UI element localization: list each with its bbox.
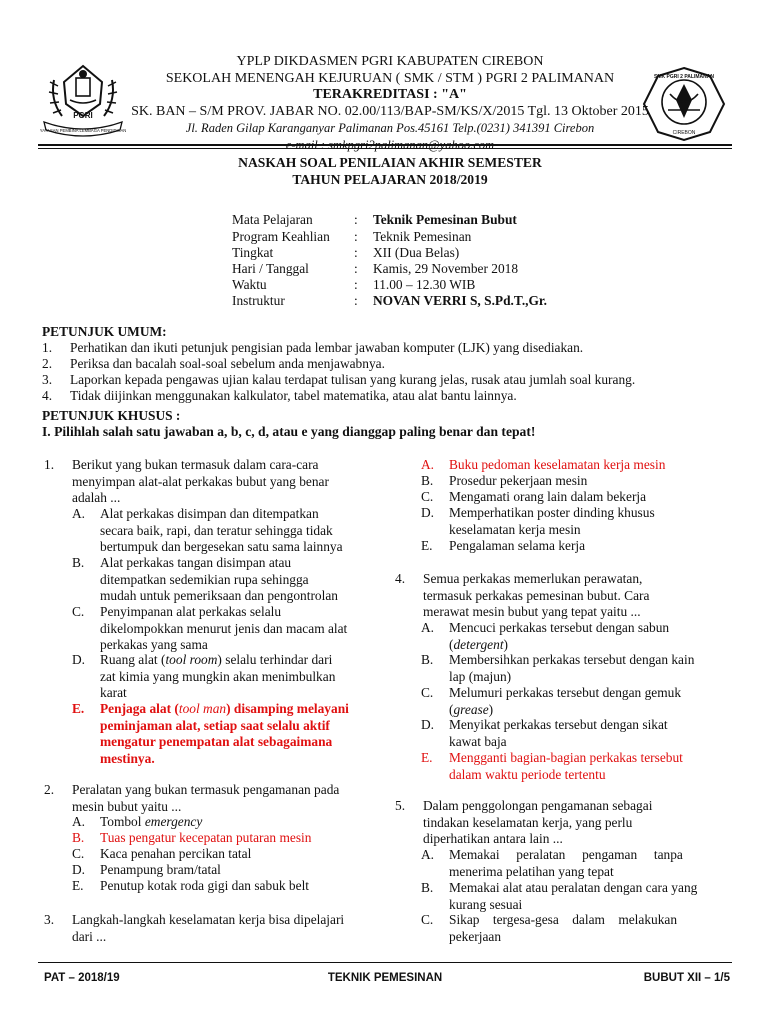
- question-text: Peralatan yang bukan termasuk pengamanan pada: [72, 782, 340, 797]
- option-text: mudah untuk pemeriksaan dan pengontrolan: [100, 588, 338, 603]
- option-text: lap (majun): [449, 668, 512, 684]
- info-colon: :: [354, 212, 358, 227]
- option-text: mengatur penempatan alat sebagaimana: [100, 734, 333, 749]
- pgri-logo: [40, 60, 126, 140]
- option-text: ditempatkan sedemikian rupa sehingga: [100, 571, 309, 587]
- info-value: Kamis, 29 November 2018: [373, 261, 519, 276]
- option-text: menerima pelatihan yang tepat: [449, 863, 614, 879]
- info-value: Teknik Pemesinan: [373, 229, 472, 244]
- option-letter: D.: [72, 652, 86, 667]
- school-logo-subtext: CIREBON: [672, 130, 696, 136]
- option-text: Memakai peralatan pengaman tanpa: [449, 847, 683, 862]
- question-text: merawat mesin bubut yang tepat yaitu ...: [423, 604, 641, 619]
- option-text: dikelompokkan menurut jenis dan macam alat: [100, 620, 348, 636]
- question-text: dari ...: [72, 928, 107, 944]
- question-text: adalah ...: [72, 490, 121, 505]
- title-line-1: NASKAH SOAL PENILAIAN AKHIR SEMESTER: [238, 155, 542, 170]
- question-text: termasuk perkakas pemesinan bubut. Cara: [423, 587, 650, 603]
- option-text: pekerjaan: [449, 928, 502, 944]
- question-text: Dalam penggolongan pengamanan sebagai: [423, 798, 653, 813]
- option-letter: C.: [421, 685, 434, 700]
- option-text: Memperhatikan poster dinding khusus: [449, 505, 655, 520]
- option-text: Penjaga alat (: [100, 701, 179, 716]
- info-label: Mata Pelajaran: [232, 212, 313, 227]
- question-text: Langkah-langkah keselamatan kerja bisa dipelajari: [72, 912, 345, 927]
- option-letter: C.: [72, 846, 85, 861]
- option-text: Penyimpanan alat perkakas selalu: [100, 604, 282, 619]
- item-text: Tidak diijinkan menggunakan kalkulator, tabel matematika, atau alat bantu lainnya.: [70, 388, 517, 403]
- option-letter: A.: [72, 506, 86, 521]
- option-text: karat: [100, 685, 127, 700]
- option-letter: C.: [421, 489, 434, 504]
- info-label: Tingkat: [232, 245, 274, 260]
- footer-exam-code: PAT – 2018/19: [44, 972, 120, 984]
- option-text: ): [488, 701, 494, 717]
- option-text: perkakas yang sama: [100, 637, 208, 652]
- option-text-italic: grease: [453, 701, 489, 717]
- item-text: Periksa dan bacalah soal-soal sebelum anda menjawabnya.: [70, 356, 385, 371]
- option-text: keselamatan kerja mesin: [449, 521, 581, 537]
- info-label: Instruktur: [232, 293, 285, 308]
- letterhead-address: Jl. Raden Gilap Karanganyar Palimanan Pos.45161 Telp.(0231) 341391 Cirebon: [185, 121, 595, 136]
- info-colon: :: [354, 261, 358, 276]
- info-colon: :: [354, 293, 358, 308]
- info-value: Teknik Pemesinan Bubut: [373, 212, 517, 227]
- option-text: Menyikat perkakas tersebut dengan sikat: [449, 717, 668, 732]
- header-rule-thick: [38, 144, 732, 146]
- option-letter: D.: [421, 717, 435, 732]
- option-text: Alat perkakas disimpan dan ditempatkan: [100, 506, 319, 521]
- option-text: ) disamping melayani: [226, 701, 349, 716]
- option-text: Ruang alat (: [100, 652, 166, 667]
- letterhead-email: e-mail : smkpgri2palimanan@yahoo.com: [285, 137, 495, 152]
- option-text: bertumpuk dan bergesekan satu sama lainnya: [100, 539, 343, 554]
- option-text: (: [449, 636, 454, 652]
- option-letter: A.: [72, 814, 86, 829]
- letterhead: [130, 54, 650, 154]
- option-letter: E.: [421, 538, 433, 553]
- option-letter: E.: [72, 878, 84, 893]
- option-text: Kaca penahan percikan tatal: [100, 846, 252, 861]
- option-text: Membersihkan perkakas tersebut dengan kain: [449, 652, 695, 667]
- option-letter: B.: [421, 473, 434, 488]
- footer-page-number: BUBUT XII – 1/5: [643, 972, 730, 984]
- info-colon: :: [354, 245, 358, 260]
- option-letter: C.: [421, 912, 434, 927]
- option-text: Pengalaman selama kerja: [449, 538, 586, 553]
- letterhead-decree: SK. BAN – S/M PROV. JABAR NO. 02.00/113/BAP-SM/KS/X/2015 Tgl. 13 Oktober 2015: [131, 103, 649, 119]
- option-text: zat kimia yang mungkin akan menimbulkan: [100, 668, 336, 684]
- option-text: Mengganti bagian-bagian perkakas tersebut: [449, 750, 683, 765]
- option-letter: B.: [72, 555, 85, 570]
- info-value: NOVAN VERRI S, S.Pd.T.,Gr.: [373, 293, 547, 308]
- info-value: 11.00 – 12.30 WIB: [373, 277, 476, 292]
- general-instructions-heading: PETUNJUK UMUM:: [42, 324, 167, 339]
- letterhead-accreditation: TERAKREDITASI : "A": [313, 87, 467, 103]
- item-number: 3.: [42, 372, 53, 387]
- question-text: Semua perkakas memerlukan perawatan,: [423, 571, 643, 586]
- option-text: kurang sesuai: [449, 896, 523, 912]
- option-text: Sikap tergesa-gesa dalam melakukan: [449, 912, 678, 927]
- option-text: Alat perkakas tangan disimpan atau: [100, 555, 292, 570]
- option-letter: E.: [72, 701, 85, 716]
- footer-rule: [38, 962, 732, 963]
- option-text: Mengamati orang lain dalam bekerja: [449, 489, 647, 504]
- question-number: 3.: [44, 912, 55, 927]
- item-number: 4.: [42, 388, 53, 403]
- option-text-italic: emergency: [144, 814, 203, 829]
- document-title: [130, 155, 650, 188]
- option-letter: E.: [421, 750, 433, 765]
- option-text: (: [449, 701, 454, 717]
- option-text: Penampung bram/tatal: [100, 862, 221, 877]
- option-text: ): [503, 636, 509, 652]
- question-text: diperhatikan antara lain ...: [423, 831, 563, 846]
- option-text: Tuas pengatur kecepatan putaran mesin: [100, 830, 312, 845]
- title-line-2: TAHUN PELAJARAN 2018/2019: [292, 171, 488, 187]
- option-text: Tombol: [100, 814, 145, 829]
- option-letter: A.: [421, 620, 435, 635]
- letterhead-foundation: YPLP DIKDASMEN PGRI KABUPATEN CIREBON: [236, 54, 544, 69]
- question-text: menyimpan alat-alat perkakas bubut yang benar: [72, 473, 329, 489]
- option-text: Memakai alat atau peralatan dengan cara yang: [449, 880, 698, 895]
- item-text: Laporkan kepada pengawas ujian kalau terdapat tulisan yang kurang jelas, rusak atau jumlah soal kurang.: [70, 372, 636, 387]
- option-letter: B.: [421, 880, 434, 895]
- option-text-italic: detergent: [453, 636, 504, 652]
- option-text: kawat baja: [449, 733, 507, 749]
- info-colon: :: [354, 229, 358, 244]
- option-letter: D.: [421, 505, 435, 520]
- option-text-italic: tool room: [165, 652, 218, 667]
- option-letter: A.: [421, 847, 435, 862]
- option-text: ) selalu terhindar dari: [217, 652, 333, 667]
- item-number: 2.: [42, 356, 53, 371]
- option-text: peminjaman alat, setiap saat selalu aktif: [100, 717, 330, 733]
- question-number: 4.: [395, 571, 406, 586]
- info-value: XII (Dua Belas): [373, 245, 460, 260]
- info-label: Program Keahlian: [232, 229, 330, 244]
- info-label: Waktu: [232, 277, 267, 292]
- option-letter: A.: [421, 457, 435, 472]
- question-text: mesin bubut yaitu ...: [72, 798, 182, 814]
- question-number: 5.: [395, 798, 406, 813]
- item-number: 1.: [42, 340, 53, 355]
- option-text: secara baik, rapi, dan teratur sehingga tidak: [100, 522, 333, 538]
- option-text: Buku pedoman keselamatan kerja mesin: [449, 457, 666, 472]
- option-text: Prosedur pekerjaan mesin: [449, 473, 588, 488]
- school-logo-text: SMK PGRI 2 PALIMANAN: [654, 74, 714, 80]
- option-letter: D.: [72, 862, 86, 877]
- question-number: 2.: [44, 782, 55, 797]
- specific-instructions-heading: PETUNJUK KHUSUS :: [42, 408, 181, 423]
- info-label: Hari / Tanggal: [232, 261, 309, 276]
- option-text: Penutup kotak roda gigi dan sabuk belt: [100, 878, 310, 893]
- option-letter: B.: [72, 830, 85, 845]
- header-rule-thin: [38, 148, 732, 149]
- letterhead-school: SEKOLAH MENENGAH KEJURUAN ( SMK / STM ) PGRI 2 PALIMANAN: [165, 70, 615, 86]
- question-text: tindakan keselamatan kerja, yang perlu: [423, 814, 633, 830]
- option-letter: C.: [72, 604, 85, 619]
- question-text: Berikut yang bukan termasuk dalam cara-cara: [72, 457, 319, 472]
- info-colon: :: [354, 277, 358, 292]
- option-text: mestinya.: [100, 750, 155, 766]
- option-text: dalam waktu periode tertentu: [449, 766, 606, 782]
- pgri-caption-text: YAYASAN PEMBINA LEMBAGA PENDIDIKAN: [40, 128, 126, 133]
- option-text: Mencuci perkakas tersebut dengan sabun: [449, 620, 670, 635]
- specific-instructions-text: I. Pilihlah salah satu jawaban a, b, c, d, atau e yang dianggap paling benar dan tepat!: [42, 424, 536, 439]
- footer-subject: TEKNIK PEMESINAN: [327, 972, 443, 984]
- option-letter: B.: [421, 652, 434, 667]
- question-number: 1.: [44, 457, 55, 472]
- option-text-italic: tool man: [178, 701, 227, 716]
- pgri-ribbon-text: PGRI: [73, 111, 93, 120]
- item-text: Perhatikan dan ikuti petunjuk pengisian pada lembar jawaban komputer (LJK) yang disediakan.: [70, 340, 584, 355]
- option-text: Melumuri perkakas tersebut dengan gemuk: [449, 685, 682, 700]
